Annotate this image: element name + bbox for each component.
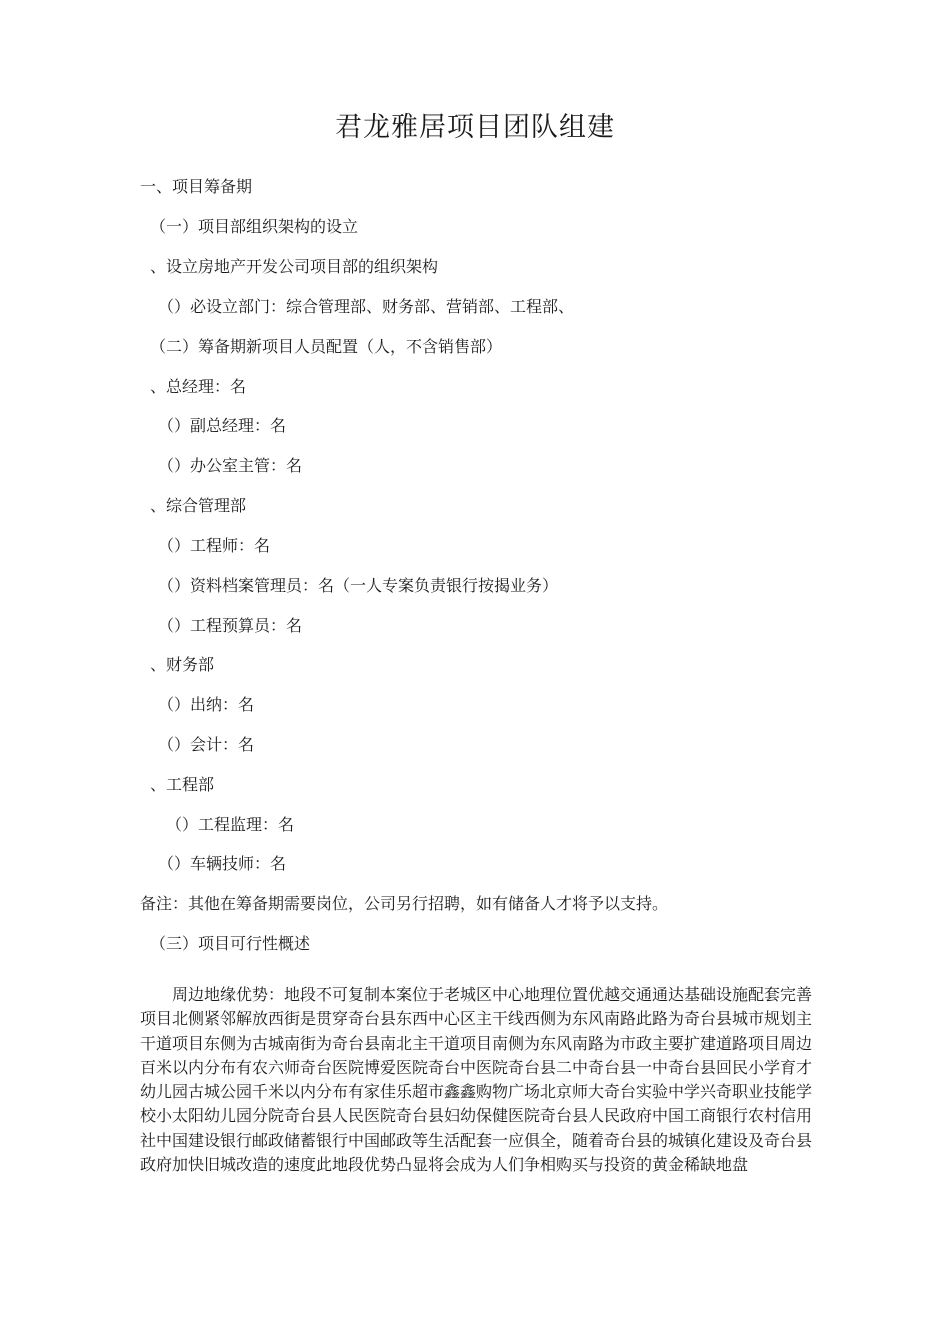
section-heading: 一、项目筹备期 xyxy=(140,177,253,196)
list-item: （）办公室主管：名 xyxy=(158,456,303,475)
list-item: 、综合管理部 xyxy=(150,496,247,515)
list-item: （）出纳：名 xyxy=(158,695,255,714)
list-item: （）车辆技师：名 xyxy=(158,854,287,873)
note-text: 备注：其他在筹备期需要岗位，公司另行招聘，如有储备人才将予以支持。 xyxy=(140,894,669,913)
list-item: 、设立房地产开发公司项目部的组织架构 xyxy=(150,257,439,276)
list-item: （）工程预算员：名 xyxy=(158,616,303,635)
body-paragraph: 周边地缘优势：地段不可复制本案位于老城区中心地理位置优越交通通达基础设施配套完善项目北侧紧邻解放西街是贯穿奇台县东西中心区主干线西侧为东风南路此路为奇台县城市规划主干道项目东侧为古城南街为奇台县南北主干道项目南侧为东风南路为市政主要扩建道路项目周边百米以内分布有农六师奇台医院博爱医院奇台中医院奇台县二中奇台县一中奇台县回民小学育才幼儿园古城公园千米以内分布有家佳乐超市鑫鑫购物广场北京师大奇台实验中学兴奇职业技能学校小太阳幼儿园分院奇台县人民医院奇台县妇幼保健医院奇台县人民政府中国工商银行农村信用社中国建设银行邮政储蓄银行中国邮政等生活配套一应俱全，随着奇台县的城镇化建设及奇台县政府加快旧城改造的速度此地段优势凸显将会成为人们争相购买与投资的黄金稀缺地盘 xyxy=(140,985,813,1175)
list-item: （）工程师：名 xyxy=(158,536,271,555)
list-item: 、总经理：名 xyxy=(150,377,247,396)
list-item: （）必设立部门：综合管理部、财务部、营销部、工程部、 xyxy=(158,297,575,316)
list-item: 、工程部 xyxy=(150,775,215,794)
list-item: 、财务部 xyxy=(150,655,215,674)
list-item: （）资料档案管理员：名（一人专案负责银行按揭业务） xyxy=(158,576,559,595)
document-title: 君龙雅居项目团队组建 xyxy=(335,112,615,143)
list-item: （）副总经理：名 xyxy=(158,416,287,435)
list-item: （）工程监理：名 xyxy=(166,815,295,834)
subsection-heading: （一）项目部组织架构的设立 xyxy=(150,217,359,236)
subsection-heading: （三）项目可行性概述 xyxy=(150,934,311,953)
list-item: （）会计：名 xyxy=(158,735,255,754)
subsection-heading: （二）筹备期新项目人员配置（人，不含销售部） xyxy=(150,337,503,356)
